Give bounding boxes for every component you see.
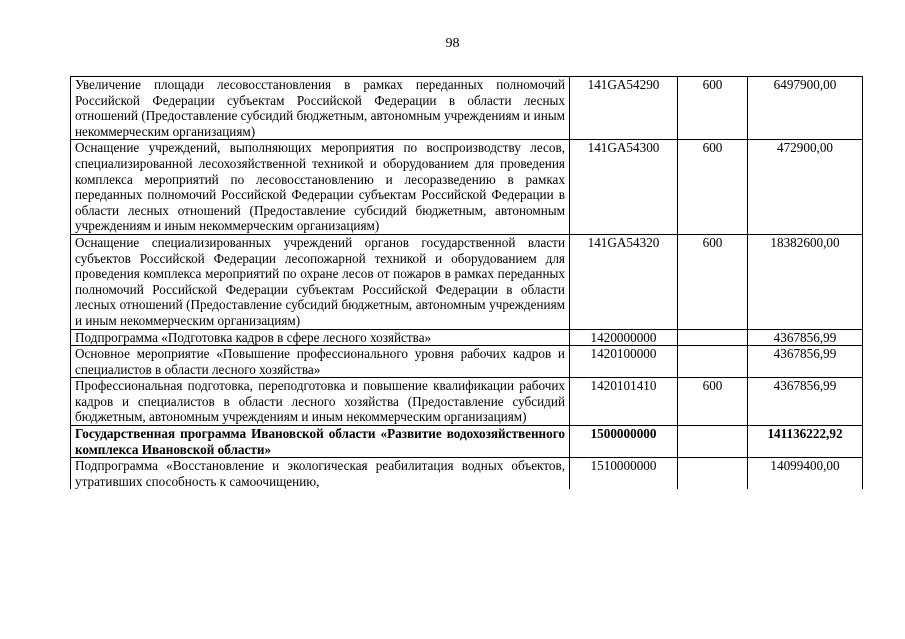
- table-row: [71, 458, 863, 490]
- row-kind: [678, 346, 748, 378]
- row-code: 141GA54290: [570, 77, 678, 140]
- row-name: Государственная программа Ивановской области «Развитие водохозяйственного комплекса Ивановской области»: [71, 426, 570, 458]
- table-row-program: [71, 426, 863, 458]
- row-code: 1510000000: [570, 458, 678, 490]
- row-code: 1420000000: [570, 329, 678, 346]
- row-name: Подпрограмма «Восстановление и экологическая реабилитация водных объектов, утративших способность к самоочищению,: [71, 458, 570, 490]
- row-sum: 472900,00: [748, 140, 863, 235]
- row-kind: [678, 426, 748, 458]
- row-sum: 4367856,99: [748, 329, 863, 346]
- row-code: 1500000000: [570, 426, 678, 458]
- row-sum: 141136222,92: [748, 426, 863, 458]
- budget-table: [70, 76, 863, 489]
- row-kind: [678, 458, 748, 490]
- row-kind: 600: [678, 140, 748, 235]
- row-sum: 4367856,99: [748, 346, 863, 378]
- row-name: Увеличение площади лесовосстановления в рамках переданных полномочий Российской Федерации субъектам Российской Федерации в области лесных отношений (Предоставление субсидий бюджетным, автономным учреждениям и иным некоммерческим организациям): [71, 77, 570, 140]
- row-kind: [678, 329, 748, 346]
- row-sum: 14099400,00: [748, 458, 863, 490]
- row-code: 141GA54300: [570, 140, 678, 235]
- table-row: [71, 234, 863, 329]
- row-name: Оснащение специализированных учреждений органов государственной власти субъектов Российской Федерации лесопожарной техникой и оборудованием для проведения комплекса мероприятий по охране лесов от пожаров в рамках переданных полномочий Российской Федерации субъектам Российской Федерации в области лесных отношений (Предоставление субсидий бюджетным, автономным учреждениям и иным некоммерческим организациям): [71, 234, 570, 329]
- row-kind: 600: [678, 378, 748, 426]
- page-number: 98: [445, 36, 460, 51]
- row-kind: 600: [678, 77, 748, 140]
- row-sum: 6497900,00: [748, 77, 863, 140]
- row-name: Профессиональная подготовка, переподготовка и повышение квалификации рабочих кадров и специалистов в области лесного хозяйства (Предоставление субсидий бюджетным, автономным учреждениям и иным некоммерческим организациям): [71, 378, 570, 426]
- row-name: Оснащение учреждений, выполняющих мероприятия по воспроизводству лесов, специализированной лесохозяйственной техникой и оборудованием для проведения комплекса мероприятий по лесовосстановлению и лесоразведению в рамках переданных полномочий Российской Федерации субъектам Российской Федерации в области лесных отношений (Предоставление субсидий бюджетным, автономным учреждениям и иным некоммерческим организациям): [71, 140, 570, 235]
- row-kind: 600: [678, 234, 748, 329]
- table-row: [71, 77, 863, 140]
- table-row: [71, 378, 863, 426]
- row-sum: 18382600,00: [748, 234, 863, 329]
- table-row: [71, 346, 863, 378]
- row-code: 1420100000: [570, 346, 678, 378]
- row-name: Основное мероприятие «Повышение профессионального уровня рабочих кадров и специалистов в области лесного хозяйства»: [71, 346, 570, 378]
- row-name: Подпрограмма «Подготовка кадров в сфере лесного хозяйства»: [71, 329, 570, 346]
- row-sum: 4367856,99: [748, 378, 863, 426]
- table-row: [71, 140, 863, 235]
- row-code: 1420101410: [570, 378, 678, 426]
- row-code: 141GA54320: [570, 234, 678, 329]
- page-bottom-margin: [0, 580, 905, 639]
- table-row: [71, 329, 863, 346]
